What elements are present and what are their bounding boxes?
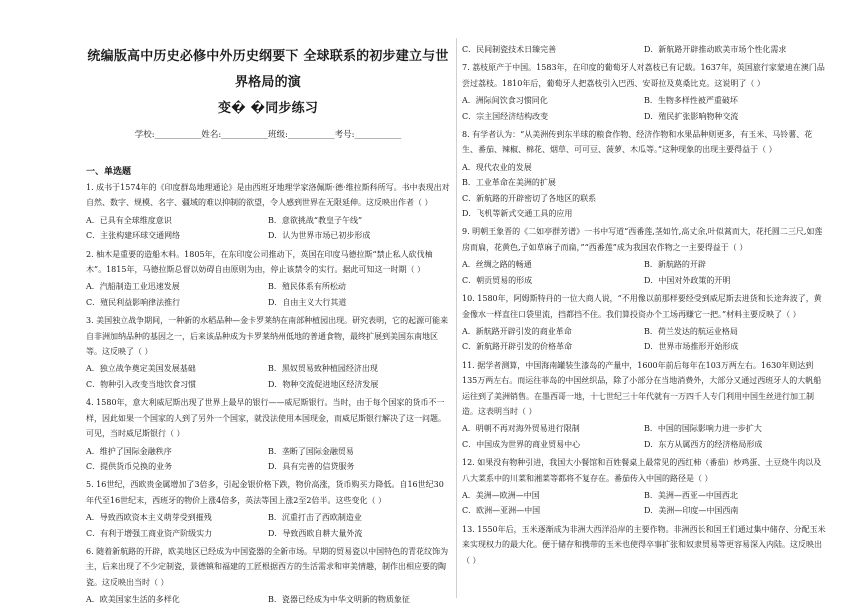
answer-option: B．意欲挑战“教皇子午线”: [268, 215, 363, 225]
answer-option: D．美洲—印度—中国西南: [644, 506, 739, 516]
answer-option: D．具有完善的信贷服务: [268, 461, 355, 471]
answer-option: D．东方从属西方的经济格局形成: [644, 439, 763, 449]
answer-option: A．明朝不再对海外贸易进行限制: [462, 424, 580, 434]
answer-option: A．洲际间饮食习惯同化: [462, 96, 548, 106]
answer-options: [462, 488, 826, 519]
answer-option: C．民间制瓷技术日臻完善: [462, 45, 557, 54]
answer-option: B．新航路的开辟: [644, 260, 706, 270]
answer-option: C．中国成为世界的商业贸易中心: [462, 439, 581, 449]
question-text: 9. 明朝王象晋的《二如亭群芳谱》一书中写道“西番莲,茎如竹,高丈余,叶似蒿而大，花托圆二三尺,如莲房而扁，花黄色,子如草麻子而扁，”“西番莲”成为我国农作物之一主要得益于（ ）: [462, 227, 823, 252]
answer-options: [86, 592, 450, 607]
answer-option: C．朝贡贸易的形成: [462, 275, 533, 285]
answer-option: A．导致西欧资本主义萌芽受到摧残: [86, 513, 212, 523]
question-text: 8. 有学者认为：“从美洲传到东半球的粮食作物、经济作物和水果品种则更多，有玉米、马铃薯、花生、番茄、辣椒、棉花、烟草、可可豆、菠萝、木瓜等。”这种现象的出现主要得益于（ ）: [462, 130, 813, 155]
document-title: [86, 44, 450, 122]
answer-option: C．主张构建环球交通网络: [86, 231, 181, 241]
question-text: 3. 美国独立战争期间，一种新的水稻品种—金卡罗莱纳在南部种植园出现。研究表明，它的起源可能来自非洲加纳品种的基因之一，后来该品种成为卡罗莱纳州低地的普通食物，最终扩展到美国东南地区等。这反映了（ ）: [86, 316, 449, 357]
question-text: 1. 成书于1574年的《印度群岛地理通论》是由西班牙地理学家洛佩斯·德·维拉斯科所写。书中表现出对自然、数字、规模、名字、疆域的难以抑制的欲望，令人感到世界在无限延伸。这反映出作者（ ）: [86, 183, 450, 208]
answer-option: B．生物多样性被严重破坏: [644, 96, 738, 106]
answer-option: C．新航路开辟引发的价格革命: [462, 342, 573, 352]
answer-option: A．已具有全球维度意识: [86, 215, 172, 225]
title-line-2: 变� �同步练习: [217, 101, 319, 116]
question-text: 4. 1580年，意大利威尼斯出现了世界上最早的银行——威尼斯银行。当时，由于每个国家的货币不一样，因此如果一个国家的人到了另外一个国家，就没法使用本国现金，而威尼斯银行解决了这一问题。可见，当时威尼斯银行（ ）: [86, 398, 446, 439]
student-info-line: 学校:___________姓名:___________班级:___________考号:___________: [134, 130, 402, 140]
answer-options: [462, 324, 826, 355]
left-column: [86, 0, 450, 608]
answer-option: B．荷兰发达的航运业格局: [644, 326, 738, 336]
answer-option: D．世界市场推形开始形成: [644, 342, 739, 352]
question-text: 6. 随着新航路的开辟，欧美地区已经成为中国瓷器的全新市场。早期的贸易瓷以中国特色的青花纹饰为主，后来出现了不少定制瓷，景德镇和福建的工匠根据西方的生活需求和审美情趣，制作出相应要的陶瓷。这反映出当时（ ）: [86, 546, 449, 587]
answer-option: D．新航路开辟推动欧美市场个性化需求: [644, 45, 787, 54]
answer-option: D．物种交流促进地区经济发展: [268, 379, 379, 389]
right-column: [462, 40, 826, 568]
answer-option: C．新航路的开辟密切了各地区的联系: [462, 193, 597, 203]
answer-option: B．工业革命在美洲的扩展: [462, 178, 556, 188]
answer-options: [86, 279, 450, 310]
answer-option: B．垄断了国际金融贸易: [268, 446, 354, 456]
answer-option: D．自由主义大行其道: [268, 297, 347, 307]
answer-option: D．中国对外政策的开明: [644, 275, 731, 285]
answer-option: A．欧美国家生活的多样化: [86, 595, 180, 605]
answer-options: [462, 160, 826, 222]
answer-option: A．维护了国际金融秩序: [86, 446, 172, 456]
answer-option: B．瓷器已经成为中华文明新的物质象征: [268, 595, 410, 605]
answer-option: A．美洲—欧洲—中国: [462, 490, 540, 500]
answer-options: [462, 257, 826, 288]
question-text: 7. 荔枝原产于中国。1583年，在印度的葡萄牙人对荔枝已有记载。1637年，英国旅行家蒙迪在澳门品尝过荔枝。1810年后，葡萄牙人把荔枝引入巴西、安哥拉及莫桑比克。这说明了（ ）: [462, 63, 825, 88]
answer-option: B．中国的国际影响力进一步扩大: [644, 424, 762, 434]
answer-option: B．美洲—西亚—中国西北: [644, 490, 738, 500]
answer-options: [462, 421, 826, 452]
question-text: 2. 柚木是重要的造船木料。1805年，在东印度公司推动下，英国在印度马德拉斯“禁止私人砍伐柚木”。1815年，马德拉斯总督以妨碍自由原则为由，停止该禁令的实行。据此可知这一时期（ ）: [86, 249, 433, 275]
answer-option: A．汽船制造工业迅速发展: [86, 282, 180, 292]
question-text: 12. 如果没有物种引进，我国大小餐馆和百姓餐桌上最常见的西红柿（番茄）炒鸡蛋、土豆烧牛肉以及八大菜系中的川菜和湘菜等都将不复存在。番茄传入中国的路径是（ ）: [462, 458, 822, 483]
answer-option: C．宗主国经济结构改变: [462, 111, 549, 121]
answer-option: C．欧洲—亚洲—中国: [462, 506, 541, 516]
column-divider: [456, 38, 457, 598]
answer-option: B．黑奴贸易致种植园经济出现: [268, 364, 378, 374]
answer-options: [462, 42, 826, 57]
answer-option: A．独立战争奠定美国发展基础: [86, 364, 196, 374]
answer-options: [86, 444, 450, 475]
answer-option: A．现代农业的发展: [462, 162, 532, 172]
answer-option: A．丝绸之路的畅通: [462, 260, 532, 270]
answer-option: C．有利于增强工商业资产阶级实力: [86, 528, 213, 538]
section-heading: 一、单选题: [86, 167, 132, 177]
answer-option: C．殖民利益影响律法推行: [86, 297, 181, 307]
question-text: 13. 1550年后，玉米逐渐成为非洲大西洋沿岸的主要作物。非洲西长和国王们通过集中储存、分配玉米来实现权力的最大化。便于储存和携带的玉米也使得卒事扩张和奴隶贸易等更容易深入内陆。这反映出（ ）: [462, 524, 826, 565]
answer-option: D．导致西欧自耕大量外流: [268, 528, 363, 538]
answer-option: D．认为世界市场已初步形成: [268, 231, 371, 241]
answer-options: [86, 510, 450, 541]
question-text: 10. 1580年，阿姆斯特丹的一位大商人说，“不用像以前那样要经受到威尼斯去进货和长途奔波了，黄金像水一样直往口袋里流，挡都挡不住。我们算投资办个工场再赚它一把。”材料主要反映了（ ）: [462, 294, 822, 319]
answer-options: [462, 93, 826, 124]
answer-option: C．物种引入改变当地饮食习惯: [86, 379, 197, 389]
answer-option: D．殖民扩张影响物种交流: [644, 111, 739, 121]
answer-options: [86, 361, 450, 392]
answer-option: B．殖民体系有所松动: [268, 282, 346, 292]
right-question-list: [462, 42, 826, 568]
answer-option: B．沉重打击了西欧制造业: [268, 513, 362, 523]
answer-options: [86, 213, 450, 244]
answer-option: D．飞机等新式交通工具的应用: [462, 209, 573, 219]
title-line-1: 统编版高中历史必修中外历史纲要下 全球联系的初步建立与世界格局的演: [87, 49, 449, 90]
question-text: 11. 据学者测算，中国海南罐装生漆岛的产量中，1600年前后每年在103万两左右。1630年则达到135万两左右。而运往菲岛的中国丝织品，除了小部分在当地消费外，大部分又通过西班牙人的大帆船运往到了美洲销售。在墨西哥一地，十七世纪三十年代就有一万四千人专门利用中国生丝进行加工制造。这表明当时（ ）: [462, 360, 822, 416]
left-question-list: [86, 180, 450, 608]
question-text: 5. 16世纪，西欧贵金属增加了3倍多，引起金银价格下跌，物价高涨，货币购买力降低。自16世纪30年代至16世纪末，西班牙的物价上涨4倍多，英法等国上涨2至2倍半。这些变化（ ）: [86, 480, 444, 505]
answer-option: A．新航路开辟引发的商业革命: [462, 326, 572, 336]
answer-option: C．提供货币兑换的业务: [86, 461, 173, 471]
